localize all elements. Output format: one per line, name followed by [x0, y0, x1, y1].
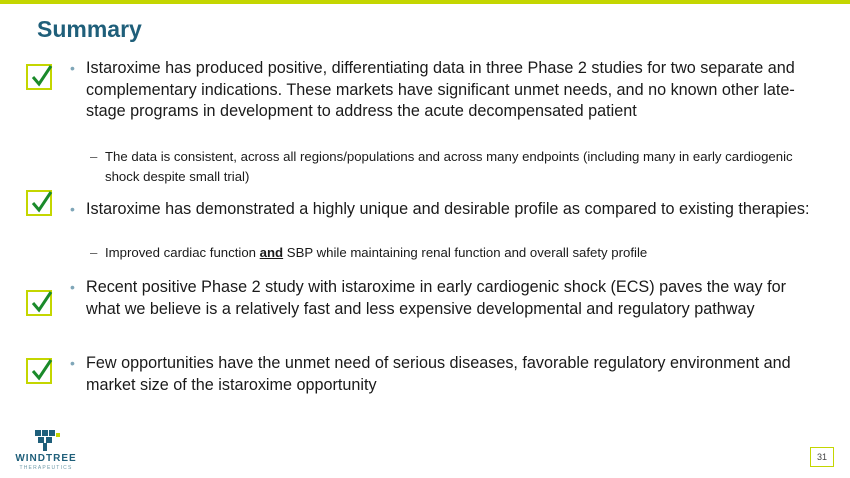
page-number: 31 [810, 447, 834, 467]
sub-bullet-dash: – [90, 245, 98, 260]
bullet-text: Recent positive Phase 2 study with istaroxime in early cardiogenic shock (ECS) paves the way for what we believe is a relatively fast and less expensive developmental and regulatory pathway [86, 278, 786, 318]
bullet-dot: • [70, 279, 75, 295]
top-accent-rule [0, 0, 850, 4]
bullet-text: Few opportunities have the unmet need of serious diseases, favorable regulatory environment and market size of the istaroxime opportunity [86, 354, 791, 394]
sub-bullet-dash: – [90, 149, 98, 164]
page-title: Summary [37, 16, 142, 42]
company-logo-subtitle: THERAPEUTICS [19, 465, 73, 471]
checkmark-icon [26, 64, 52, 90]
company-logo-text: WINDTREE [15, 453, 77, 464]
bullet-2 [70, 199, 820, 221]
bullet-dot: • [70, 355, 75, 371]
checkmark-icon [26, 290, 52, 316]
bullet-dot: • [70, 201, 75, 217]
sub-text-emphasis: and [259, 245, 284, 260]
bullet-text: Istaroxime has produced positive, differentiating data in three Phase 2 studies for two separate and complementary indications. These markets have significant unmet needs, and no known other late-stage programs in development to address the acute decompensated patient [86, 59, 795, 120]
bullet-4 [70, 353, 820, 396]
sub-bullet-2 [90, 243, 820, 263]
bullet-1 [70, 58, 820, 123]
sub-text-pre: Improved cardiac function [105, 245, 260, 260]
checkmark-icon [26, 358, 52, 384]
sub-bullet-text: The data is consistent, across all regions/populations and across many endpoints (including many in early cardiogenic shock despite small trial) [105, 149, 793, 184]
sub-bullet-text [90, 243, 820, 263]
checkmark-icon [26, 190, 52, 216]
sub-text-post: SBP while maintaining renal function and overall safety profile [283, 245, 648, 260]
bullet-dot: • [70, 60, 75, 76]
sub-bullet-1 [90, 147, 820, 186]
bullet-text: Istaroxime has demonstrated a highly unique and desirable profile as compared to existing therapies: [86, 200, 810, 218]
bullet-3 [70, 277, 820, 320]
